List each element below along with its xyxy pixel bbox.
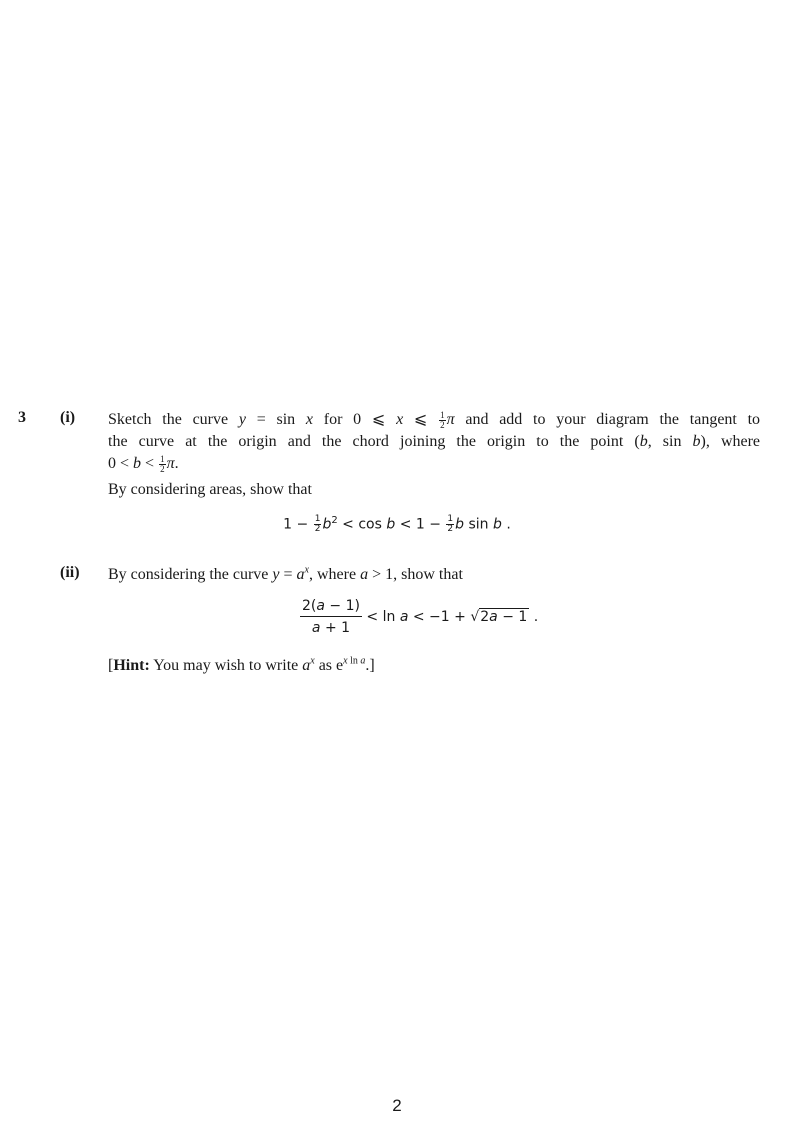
inequality-cosine: 1 − $\frac{1}{2}$ $b^2 < \cos b < 1$ − $\frac{1}{2}$ b sin b . <box>283 514 511 534</box>
fraction-lower-bound: $\frac{2(a - 1)}{a + 1}$ <box>302 598 360 636</box>
hint: [Hint: You may wish to write $a^x$ as $e^{x ln a}$.] <box>108 655 375 674</box>
hint-label: Hint: <box>113 657 150 674</box>
page-number: 2 <box>392 1096 402 1115</box>
part-i-label: (i) <box>60 409 76 426</box>
question-number: 3 <box>18 409 26 426</box>
areas-text: By considering areas, show that <box>108 481 312 498</box>
inequality-log: $\frac{2(a - 1)}{a + 1}$ < ln a < −1 + √2a − 1 . <box>302 598 539 636</box>
part-ii-label: (ii) <box>60 564 80 581</box>
part-i-line-2: the curve at the origin and the chord joining the origin to the point (b, sin b), where <box>108 433 761 450</box>
part-ii-text: By considering the curve $y = a^x$, where a > 1, show that <box>108 564 463 583</box>
part-i-line-1: Sketch the curve y = sin x for 0 ⩽ x ⩽ $\frac{1}{2}$ π and add to your diagram the tangent to <box>108 409 761 430</box>
part-i-paragraph <box>108 409 760 475</box>
part-i-line-3: 0 < b < $\frac{1}{2}$ π. <box>108 453 179 474</box>
square-root: √2a − 1 <box>470 609 528 625</box>
